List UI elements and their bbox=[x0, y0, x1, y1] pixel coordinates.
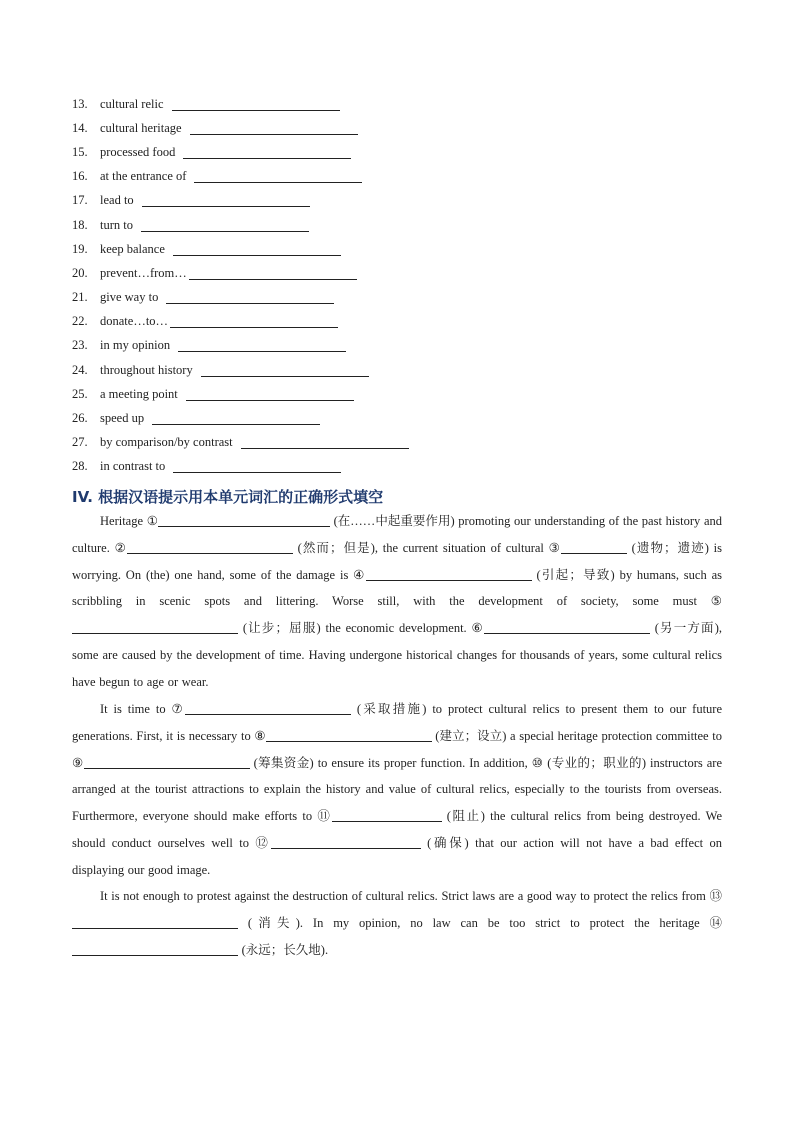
phrase-row bbox=[72, 455, 732, 479]
phrase-row bbox=[72, 237, 732, 261]
phrase-row bbox=[72, 92, 732, 116]
phrase-number: 27. bbox=[72, 435, 88, 450]
phrase-row bbox=[72, 116, 732, 140]
passage-text: (在……中起重要作用) promoting our understanding of the past history and culture. bbox=[72, 514, 722, 555]
answer-blank[interactable] bbox=[241, 436, 409, 449]
blank-number: ⑫ bbox=[255, 835, 271, 850]
answer-blank[interactable] bbox=[142, 194, 310, 207]
passage-paragraph-1 bbox=[72, 508, 722, 696]
blank-number: ⑧ bbox=[254, 728, 266, 743]
passage-text: (确保) that our action will not have a bad effect on displaying our good image. bbox=[72, 835, 722, 877]
phrase-number: 25. bbox=[72, 386, 88, 401]
answer-blank[interactable] bbox=[189, 267, 357, 280]
passage-text: (让步；屈服) the economic development. bbox=[242, 621, 467, 636]
passage-text: (专业的；职业的) instructors are arranged at the tourist attractions to explain the history and value of cultural relics, especially to the tourists from overseas. Furthermore, everyone should make efforts to bbox=[72, 755, 723, 824]
passage-text: (永远；长久地). bbox=[241, 942, 329, 957]
phrase-number: 19. bbox=[72, 241, 88, 256]
phrase-text: prevent…from… bbox=[100, 265, 187, 280]
answer-blank[interactable] bbox=[173, 460, 341, 473]
phrase-row bbox=[72, 431, 732, 455]
phrase-text: throughout history bbox=[100, 362, 193, 377]
blank-number: ① bbox=[146, 514, 158, 528]
phrase-text: processed food bbox=[100, 144, 176, 159]
passage-text: (消失). In my opinion, no law can be too strict to protect the heritage bbox=[247, 915, 700, 930]
blank-number: ② bbox=[114, 540, 127, 555]
answer-blank[interactable] bbox=[152, 412, 320, 425]
phrase-number: 24. bbox=[72, 362, 88, 377]
answer-blank[interactable] bbox=[178, 339, 346, 352]
answer-blank[interactable] bbox=[190, 122, 358, 135]
passage-text: It is not enough to protest against the destruction of cultural relics. Strict laws are a good way to protect the relics from bbox=[100, 889, 706, 903]
answer-blank[interactable] bbox=[366, 567, 532, 581]
phrase-text: speed up bbox=[100, 411, 145, 426]
phrase-row bbox=[72, 334, 732, 358]
phrase-number: 15. bbox=[72, 144, 88, 159]
phrase-number: 28. bbox=[72, 459, 88, 474]
phrase-text: give way to bbox=[100, 290, 159, 305]
passage-text: (建立；设立) a special heritage protection committee to bbox=[435, 728, 722, 743]
phrase-text: donate…to… bbox=[100, 314, 169, 329]
answer-blank[interactable] bbox=[72, 942, 238, 956]
passage-text: (阻止) the cultural relics from being destroyed. We should conduct ourselves well to bbox=[72, 809, 723, 850]
answer-blank[interactable] bbox=[201, 364, 369, 377]
passage-paragraph-3 bbox=[72, 883, 722, 963]
answer-blank[interactable] bbox=[141, 219, 309, 232]
answer-blank[interactable] bbox=[194, 170, 362, 183]
blank-number: ⑬ bbox=[709, 889, 723, 903]
phrase-number: 21. bbox=[72, 290, 88, 305]
answer-blank[interactable] bbox=[127, 540, 293, 554]
blank-number: ⑪ bbox=[317, 809, 332, 824]
phrase-text: cultural relic bbox=[100, 96, 164, 111]
passage-text: Heritage bbox=[100, 514, 144, 528]
phrase-text: in my opinion bbox=[100, 338, 171, 353]
phrase-text: at the entrance of bbox=[100, 169, 187, 184]
passage-text: (筹集资金) to ensure its proper function. In addition, bbox=[253, 755, 528, 770]
phrase-number: 23. bbox=[72, 338, 88, 353]
phrase-text: cultural heritage bbox=[100, 120, 182, 135]
phrase-number: 14. bbox=[72, 120, 88, 135]
answer-blank[interactable] bbox=[166, 291, 334, 304]
phrase-text: a meeting point bbox=[100, 386, 178, 401]
answer-blank[interactable] bbox=[84, 755, 250, 769]
answer-blank[interactable] bbox=[185, 701, 351, 715]
passage-text: (引起；导致) by humans, such as scribbling in scenic spots and littering. Worse still, with the development of society, some must bbox=[72, 567, 722, 609]
phrase-number: 22. bbox=[72, 314, 88, 329]
phrase-row bbox=[72, 310, 732, 334]
phrase-list bbox=[72, 92, 732, 479]
blank-number: ③ bbox=[548, 540, 561, 555]
passage-text: (另一方面), some are caused by the development of time. Having undergone historical changes for thousands of years, some cultural relics have begun to age or wear. bbox=[72, 621, 723, 689]
phrase-number: 17. bbox=[72, 193, 88, 208]
answer-blank[interactable] bbox=[271, 835, 421, 849]
blank-number: ⑩ bbox=[531, 755, 544, 770]
answer-blank[interactable] bbox=[170, 315, 338, 328]
answer-blank[interactable] bbox=[172, 98, 340, 111]
answer-blank[interactable] bbox=[561, 540, 627, 554]
answer-blank[interactable] bbox=[158, 513, 330, 527]
phrase-number: 20. bbox=[72, 265, 88, 280]
blank-number: ⑭ bbox=[709, 915, 723, 930]
passage-text: It is time to bbox=[100, 702, 166, 716]
phrase-row bbox=[72, 140, 732, 164]
answer-blank[interactable] bbox=[484, 620, 650, 634]
blank-number: ⑤ bbox=[710, 594, 723, 609]
passage-text: (然而；但是), the current situation of cultural bbox=[297, 540, 544, 555]
blank-number: ⑦ bbox=[171, 702, 185, 716]
phrase-row bbox=[72, 213, 732, 237]
section-heading: IV. 根据汉语提示用本单元词汇的正确形式填空 bbox=[72, 488, 384, 506]
phrase-number: 13. bbox=[72, 96, 88, 111]
passage-text: (遗物；遗迹) is worrying. On (the) one hand, some of the damage is bbox=[72, 540, 723, 582]
passage-text: (采取措施) to protect cultural relics to present them to our future generations. First, it is necessary to bbox=[72, 702, 723, 743]
blank-number: ④ bbox=[353, 567, 366, 582]
answer-blank[interactable] bbox=[183, 146, 351, 159]
phrase-number: 18. bbox=[72, 217, 88, 232]
answer-blank[interactable] bbox=[72, 620, 238, 634]
phrase-row bbox=[72, 286, 732, 310]
phrase-row bbox=[72, 358, 732, 382]
phrase-row bbox=[72, 382, 732, 406]
answer-blank[interactable] bbox=[72, 915, 238, 929]
phrase-text: keep balance bbox=[100, 241, 165, 256]
answer-blank[interactable] bbox=[173, 243, 341, 256]
phrase-text: lead to bbox=[100, 193, 134, 208]
phrase-row bbox=[72, 165, 732, 189]
phrase-number: 26. bbox=[72, 411, 88, 426]
phrase-text: by comparison/by contrast bbox=[100, 435, 233, 450]
phrase-row bbox=[72, 189, 732, 213]
passage-paragraph-2 bbox=[72, 696, 722, 884]
phrase-text: in contrast to bbox=[100, 459, 166, 474]
phrase-text: turn to bbox=[100, 217, 133, 232]
answer-blank[interactable] bbox=[332, 808, 442, 822]
answer-blank[interactable] bbox=[266, 728, 432, 742]
phrase-number: 16. bbox=[72, 169, 88, 184]
blank-number: ⑨ bbox=[72, 755, 84, 770]
phrase-row bbox=[72, 406, 732, 430]
answer-blank[interactable] bbox=[186, 388, 354, 401]
phrase-row bbox=[72, 261, 732, 285]
blank-number: ⑥ bbox=[471, 621, 484, 636]
